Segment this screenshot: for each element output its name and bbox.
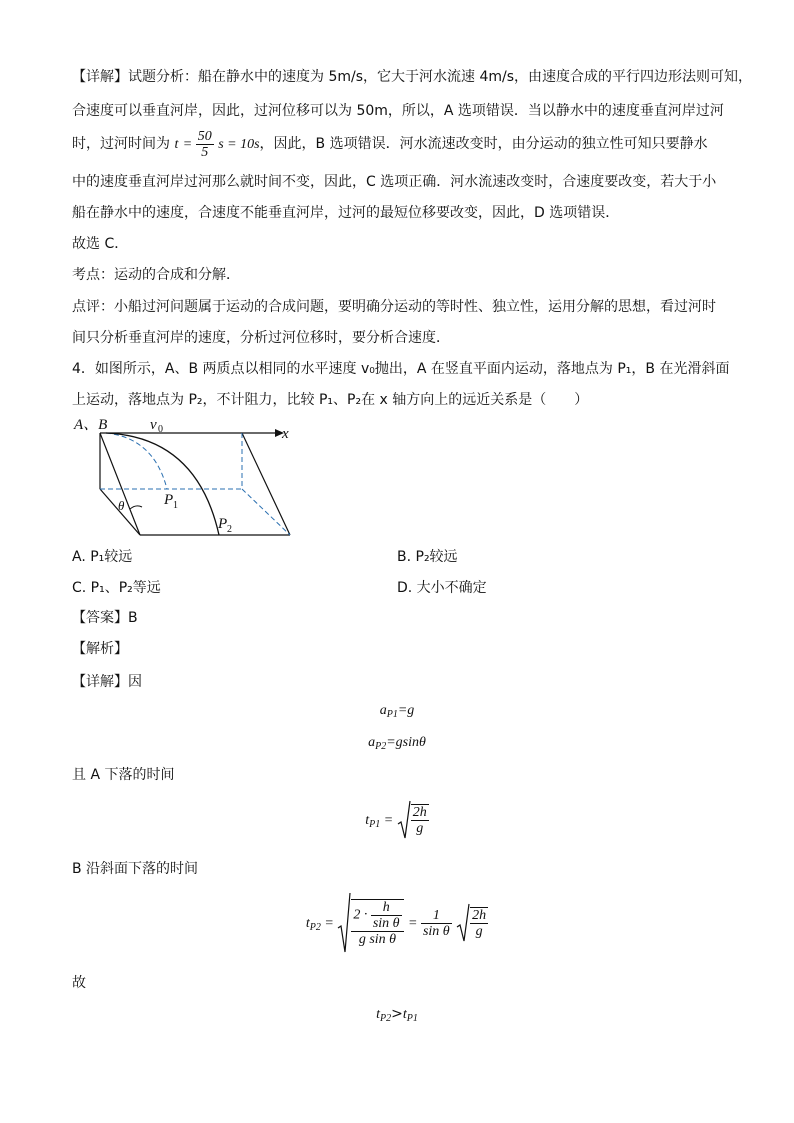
- equation-5: $t_{P2}>t_{P1}$: [376, 1006, 418, 1024]
- detail-line-3-post: ，因此，B 选项错误．河水流速改变时，由分运动的独立性可知只要静水: [259, 136, 708, 152]
- detail-line-3-result: s = 10s: [218, 137, 260, 152]
- equation-1: $a_{P1}=g$: [379, 703, 415, 720]
- option-d: D. 大小不确定: [397, 580, 487, 596]
- text-a-time: 且 A 下落的时间: [72, 767, 175, 783]
- question-line-2: 上运动，落地点为 P₂，不计阻力，比较 P₁、P₂在 x 轴方向上的远近关系是（ ）: [72, 392, 589, 408]
- detail-line-6: 故选 C．: [72, 236, 129, 252]
- label-p1: P: [164, 492, 174, 508]
- label-x: x: [282, 426, 289, 442]
- label-v0-sub: 0: [158, 424, 163, 435]
- detail-line-4: 中的速度垂直河岸过河那么就时间不变，因此，C 选项正确．河水流速改变时，合速度要改变，若大于小: [72, 174, 717, 190]
- equation-2: $a_{P2}=gsin\theta$: [368, 735, 426, 752]
- equation-4: $t_{P2}$ = 2 · $\frac{h}{\text{sin θ}}$ g sin θ = $\frac{1}{\text{sin θ}}$ $\frac{2h}{g}$: [0, 892, 794, 954]
- option-c: C. P₁、P₂等远: [72, 580, 161, 596]
- label-v0: v: [150, 417, 157, 433]
- detail-line-8: 点评：小船过河问题属于运动的合成问题，要明确分运动的等时性、独立性，运用分解的思想，看过河时: [72, 299, 716, 315]
- detail-line-3-pre: 时，过河时间为: [72, 136, 170, 152]
- text-therefore: 故: [72, 975, 86, 991]
- equation-3: $t_{P1}$ = $\frac{2h}{g}$: [0, 800, 794, 840]
- label-theta: θ: [118, 498, 125, 513]
- label-p2-sub: 2: [227, 524, 232, 535]
- answer-label: 【答案】B: [72, 610, 138, 626]
- detail-line-5: 船在静水中的速度，合速度不能垂直河岸，过河的最短位移要改变，因此，D 选项错误．: [72, 205, 620, 221]
- label-p1-sub: 1: [173, 500, 178, 511]
- projectile-figure: [72, 412, 302, 542]
- detail-line-3: 时，过河时间为 t = $\frac{50}{5}$ s = 10s，因此，B 选项错误．河水流速改变时，由分运动的独立性可知只要静水: [72, 128, 708, 160]
- label-ab: A、B: [74, 417, 108, 433]
- option-a: A. P₁较远: [72, 549, 133, 565]
- option-b: B. P₂较远: [397, 549, 458, 565]
- detail-line-9: 间只分析垂直河岸的速度，分析过河位移时，要分析合速度．: [72, 330, 450, 346]
- detail-intro: 【详解】因: [72, 674, 142, 690]
- sqrt-symbol: $\frac{2h}{g}$: [397, 800, 429, 840]
- question-line-1: 4．如图所示，A、B 两质点以相同的水平速度 v₀抛出，A 在竖直平面内运动，落地点为 P₁，B 在光滑斜面: [72, 361, 730, 377]
- analysis-label: 【解析】: [72, 641, 128, 657]
- detail-line-3-t: t: [174, 137, 179, 152]
- detail-line-7: 考点：运动的合成和分解．: [72, 267, 240, 283]
- label-p2: P: [218, 516, 228, 532]
- detail-line-2: 合速度可以垂直河岸，因此，过河位移可以为 50m，所以，A 选项错误．当以静水中的速度垂直河岸过河: [72, 103, 724, 119]
- detail-line-3-fraction: $\frac{50}{5}$: [197, 128, 212, 160]
- detail-line-1: 【详解】试题分析：船在静水中的速度为 5m/s，它大于河水流速 4m/s，由速度合成的平行四边形法则可知，: [72, 69, 753, 85]
- text-b-time: B 沿斜面下落的时间: [72, 861, 199, 877]
